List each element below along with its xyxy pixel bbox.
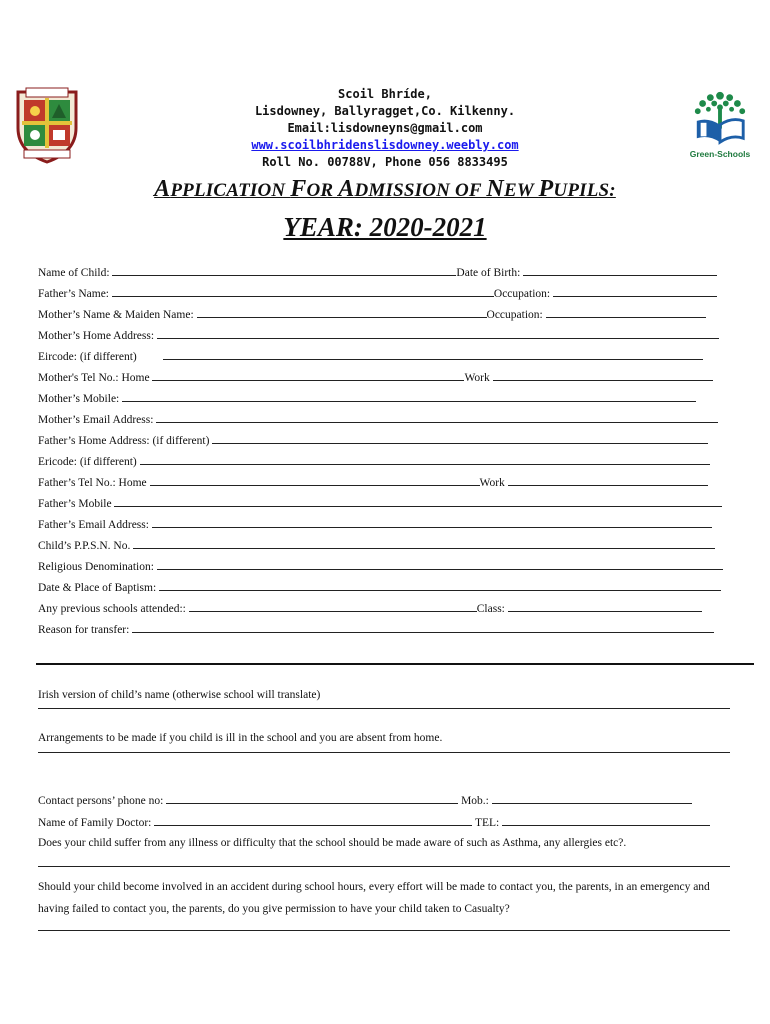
field-label: Ericode: (if different) [38, 456, 137, 468]
field-label: Eircode: (if different) [38, 351, 137, 363]
field-input[interactable] [152, 517, 712, 528]
field-label-secondary: Work [479, 477, 505, 489]
roll-number-phone: Roll No. 00788V, Phone 056 8833495 [262, 155, 508, 169]
arrangements-label: Arrangements to be made if you child is ill in the school and you are absent from home. [38, 732, 443, 744]
field-input[interactable] [156, 412, 718, 423]
form-row [38, 286, 733, 301]
field-label-secondary: Date of Birth: [456, 267, 521, 279]
field-input-secondary[interactable] [508, 475, 708, 486]
field-input[interactable] [122, 391, 696, 402]
school-address: Lisdowney, Ballyragget,Co. Kilkenny. [254, 104, 516, 118]
form-row [38, 496, 733, 511]
field-label: Religious Denomination: [38, 561, 154, 573]
field-input[interactable] [140, 454, 710, 465]
field-label-secondary: Occupation: [493, 288, 551, 300]
form-row [38, 391, 733, 406]
illness-answer-field[interactable] [38, 866, 730, 867]
form-row [38, 601, 733, 616]
form-row [38, 349, 733, 364]
form-row [38, 307, 733, 322]
form-row [38, 622, 733, 637]
field-input[interactable] [163, 349, 703, 360]
field-input[interactable] [212, 433, 708, 444]
field-input[interactable] [132, 622, 714, 633]
doctor-tel-label: TEL: [474, 817, 500, 829]
field-label: Child’s P.P.S.N. No. [38, 540, 131, 552]
field-label: Name of Child: [38, 267, 110, 279]
field-label: Mother’s Home Address: [38, 330, 155, 342]
field-input[interactable] [159, 580, 721, 591]
irish-name-label: Irish version of child’s name (otherwise school will translate) [38, 689, 321, 701]
section-divider [36, 663, 754, 665]
form-row [38, 370, 733, 385]
field-input[interactable] [112, 265, 456, 276]
field-input[interactable] [157, 559, 723, 570]
field-label: Mother’s Email Address: [38, 414, 154, 426]
school-website-link[interactable]: www.scoilbhridenslisdowney.weebly.com [251, 138, 519, 152]
field-label: Father’s Name: [38, 288, 110, 300]
field-input-secondary[interactable] [553, 286, 717, 297]
school-email: Email:lisdowneyns@gmail.com [287, 121, 483, 135]
contact-phone-row [38, 793, 733, 808]
field-input[interactable] [152, 370, 464, 381]
field-input[interactable] [189, 601, 477, 612]
doctor-tel-field[interactable] [502, 815, 710, 826]
field-label: Any previous schools attended:: [38, 603, 186, 615]
illness-question: Does your child suffer from any illness or difficulty that the school should be made aware of such as Asthma, any allergies etc?. [38, 837, 627, 849]
form-row [38, 580, 733, 595]
field-input-secondary[interactable] [508, 601, 702, 612]
field-input-secondary[interactable] [523, 265, 717, 276]
form-year: YEAR: 2020-2021 [283, 212, 487, 242]
field-input[interactable] [114, 496, 722, 507]
form-row [38, 412, 733, 427]
contact-phone-label: Contact persons’ phone no: [38, 795, 164, 807]
field-input[interactable] [197, 307, 487, 318]
field-label: Reason for transfer: [38, 624, 130, 636]
form-row [38, 559, 733, 574]
green-schools-label: Green-Schools [689, 149, 751, 159]
field-input[interactable] [133, 538, 715, 549]
field-label: Date & Place of Baptism: [38, 582, 157, 594]
form-row [38, 475, 733, 490]
field-input[interactable] [112, 286, 494, 297]
field-input[interactable] [157, 328, 719, 339]
field-label: Mother's Tel No.: Home [38, 372, 150, 384]
doctor-row [38, 815, 733, 830]
form-row [38, 517, 733, 532]
field-label: Father’s Email Address: [38, 519, 149, 531]
form-row [38, 454, 733, 469]
form-title: APPLICATION FOR ADMISSION OF NEW PUPILS: [154, 176, 616, 202]
field-input-secondary[interactable] [493, 370, 713, 381]
field-input[interactable] [150, 475, 480, 486]
mob-label: Mob.: [461, 795, 489, 807]
arrangements-field[interactable] [38, 752, 730, 753]
school-name: Scoil Bhríde, [338, 87, 432, 101]
field-label: Father’s Tel No.: Home [38, 477, 147, 489]
field-input-secondary[interactable] [546, 307, 706, 318]
field-label: Mother’s Name & Maiden Name: [38, 309, 194, 321]
form-row [38, 328, 733, 343]
mob-field[interactable] [492, 793, 692, 804]
field-label: Mother’s Mobile: [38, 393, 120, 405]
form-row [38, 265, 733, 280]
doctor-label: Name of Family Doctor: [38, 817, 152, 829]
field-label: Father’s Home Address: (if different) [38, 435, 210, 447]
contact-phone-field[interactable] [166, 793, 458, 804]
accident-question: Should your child become involved in an accident during school hours, every effort will be made to contact you, the parents, in an emergency and having failed to contact you, the parents, do you give permission to have your child taken to Casualty? [38, 881, 710, 915]
doctor-field[interactable] [154, 815, 472, 826]
form-row [38, 538, 733, 553]
field-label-secondary: Occupation: [486, 309, 543, 321]
field-label-secondary: Work [464, 372, 490, 384]
form-row [38, 433, 733, 448]
irish-name-field[interactable] [38, 708, 730, 709]
accident-answer-field[interactable] [38, 930, 730, 931]
school-header [0, 86, 770, 171]
field-label-secondary: Class: [476, 603, 505, 615]
field-label: Father’s Mobile [38, 498, 112, 510]
